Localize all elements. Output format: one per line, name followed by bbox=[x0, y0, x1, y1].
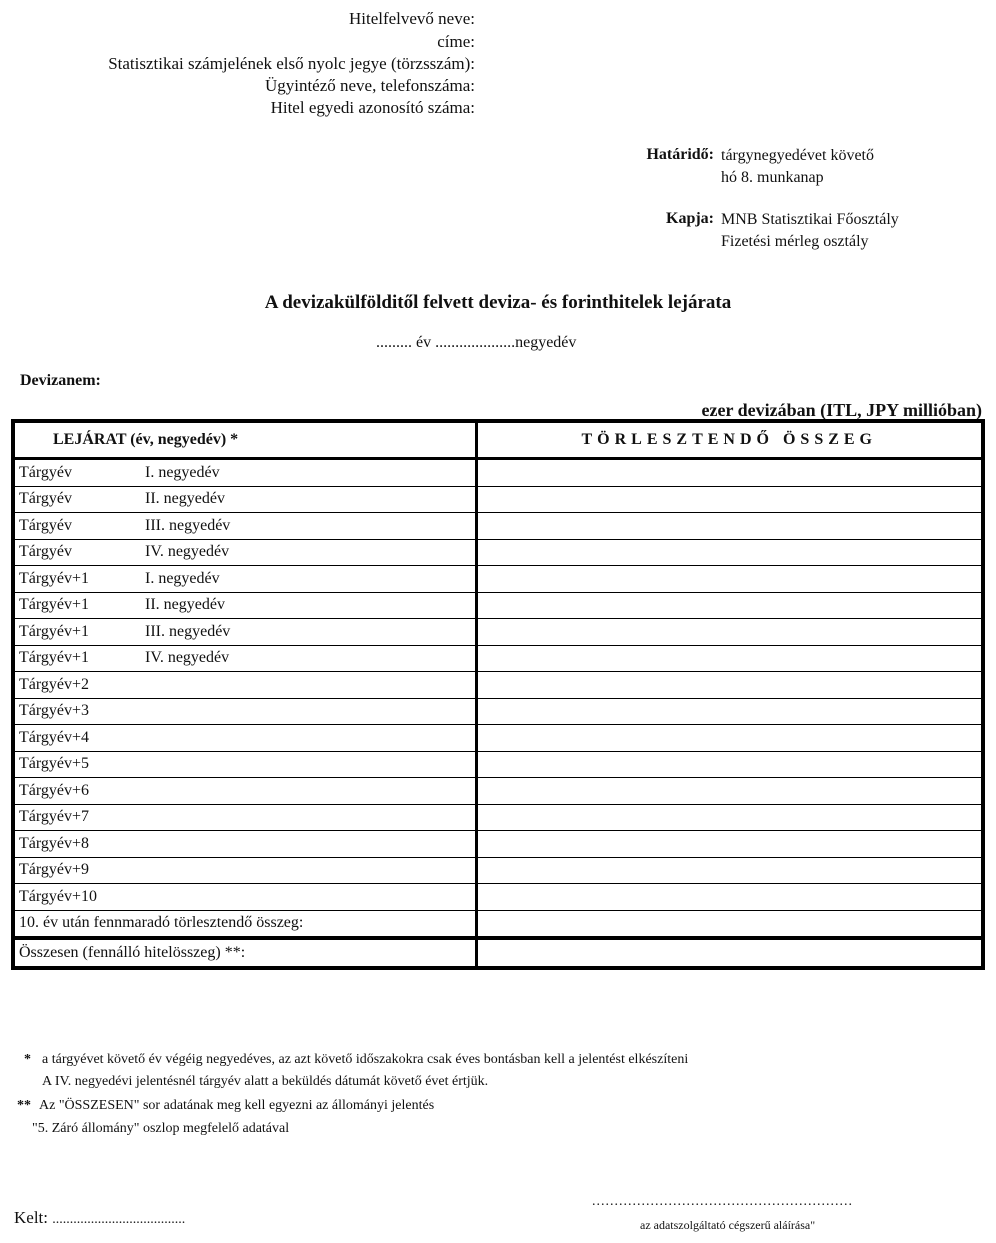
table-row bbox=[13, 751, 983, 778]
date-label: Kelt: bbox=[14, 1208, 48, 1227]
contact-person-label: Ügyintéző neve, telefonszáma: bbox=[264, 76, 475, 95]
table-row bbox=[13, 566, 983, 593]
maturity-table bbox=[11, 419, 985, 970]
amount-cell[interactable] bbox=[476, 645, 983, 672]
row-year: Tárgyév+4 bbox=[19, 728, 90, 746]
maturity-cell bbox=[13, 539, 476, 566]
amount-cell[interactable] bbox=[476, 592, 983, 619]
deadline-line-2: hó 8. munkanap bbox=[721, 169, 824, 186]
recipient-line-2: Fizetési mérleg osztály bbox=[721, 233, 869, 250]
amount-cell[interactable] bbox=[476, 698, 983, 725]
recipient-value bbox=[721, 209, 899, 253]
maturity-cell bbox=[13, 513, 476, 540]
amount-cell[interactable] bbox=[476, 884, 983, 911]
unit-label: ezer devizában (ITL, JPY millióban) bbox=[701, 400, 982, 420]
deadline-line-1: tárgynegyedévet követő bbox=[721, 147, 874, 164]
recipient-line-1: MNB Statisztikai Főosztály bbox=[721, 211, 899, 228]
footnote-1-line-2: A IV. negyedévi jelentésnél tárgyév alatt a beküldés dátumát követő évet értjük. bbox=[42, 1074, 489, 1089]
footnote-1-marker: * bbox=[24, 1052, 31, 1067]
row-quarter: I. negyedév bbox=[145, 569, 220, 587]
maturity-cell bbox=[13, 566, 476, 593]
maturity-cell bbox=[13, 672, 476, 699]
footnote-2 bbox=[17, 1098, 434, 1114]
row-quarter: IV. negyedév bbox=[145, 649, 230, 667]
after-10-years-amount[interactable] bbox=[476, 910, 983, 938]
recipient-label: Kapja: bbox=[666, 210, 714, 227]
row-year: Tárgyév+1 bbox=[19, 569, 90, 587]
amount-cell[interactable] bbox=[476, 539, 983, 566]
amount-cell[interactable] bbox=[476, 513, 983, 540]
row-year: Tárgyév+1 bbox=[19, 596, 90, 614]
table-row bbox=[13, 645, 983, 672]
date-dots: ...................................... bbox=[52, 1212, 186, 1227]
table-row bbox=[13, 619, 983, 646]
footnote-2-line-2: "5. Záró állomány" oszlop megfelelő adatával bbox=[32, 1121, 290, 1136]
table-row bbox=[13, 592, 983, 619]
table-row bbox=[13, 884, 983, 911]
maturity-cell bbox=[13, 645, 476, 672]
maturity-cell bbox=[13, 831, 476, 858]
table-row bbox=[13, 857, 983, 884]
amount-cell[interactable] bbox=[476, 857, 983, 884]
amount-cell[interactable] bbox=[476, 619, 983, 646]
row-year: Tárgyév+7 bbox=[19, 808, 90, 826]
row-year: Tárgyév bbox=[19, 516, 73, 534]
amount-cell[interactable] bbox=[476, 459, 983, 487]
maturity-cell bbox=[13, 619, 476, 646]
period-line[interactable]: ......... év ....................negyedév bbox=[376, 334, 577, 351]
amount-cell[interactable] bbox=[476, 804, 983, 831]
amount-cell[interactable] bbox=[476, 751, 983, 778]
maturity-cell bbox=[13, 459, 476, 487]
table-row bbox=[13, 539, 983, 566]
deadline-label: Határidő: bbox=[646, 146, 714, 163]
maturity-cell bbox=[13, 725, 476, 752]
document-title: A devizakülfölditől felvett deviza- és forinthitelek lejárata bbox=[264, 292, 732, 313]
amount-cell[interactable] bbox=[476, 486, 983, 513]
row-year: Tárgyév+1 bbox=[19, 649, 90, 667]
table-row bbox=[13, 672, 983, 699]
row-year: Tárgyév bbox=[19, 543, 73, 561]
row-quarter: II. negyedév bbox=[145, 490, 225, 508]
signature-label: az adatszolgáltató cégszerű aláírása" bbox=[640, 1218, 816, 1232]
stat-number-label: Statisztikai számjelének első nyolc jegye (törzsszám): bbox=[108, 54, 475, 73]
maturity-cell bbox=[13, 698, 476, 725]
maturity-cell bbox=[13, 778, 476, 805]
table-row bbox=[13, 513, 983, 540]
amount-cell[interactable] bbox=[476, 672, 983, 699]
row-quarter: I. negyedév bbox=[145, 463, 220, 481]
maturity-cell bbox=[13, 804, 476, 831]
row-quarter: IV. negyedév bbox=[145, 543, 230, 561]
footnote-1-line-1: a tárgyévet követő év végéig negyedéves, az azt követő időszakokra csak éves bontásban kell a jelentést elkészíteni bbox=[42, 1052, 689, 1067]
after-10-years-label: 10. év után fennmaradó törlesztendő összeg: bbox=[13, 910, 476, 938]
amount-cell[interactable] bbox=[476, 778, 983, 805]
row-year: Tárgyév+6 bbox=[19, 781, 90, 799]
signature-line[interactable]: .......................................................... bbox=[592, 1194, 853, 1209]
maturity-cell bbox=[13, 884, 476, 911]
row-year: Tárgyév bbox=[19, 463, 73, 481]
date-field[interactable] bbox=[14, 1208, 185, 1228]
table-row bbox=[13, 459, 983, 487]
maturity-cell bbox=[13, 592, 476, 619]
row-year: Tárgyév+9 bbox=[19, 861, 90, 879]
total-label: Összesen (fennálló hitelösszeg) **: bbox=[13, 938, 476, 968]
table-row bbox=[13, 698, 983, 725]
borrower-name-label: Hitelfelvevő neve: bbox=[348, 9, 475, 28]
table-row bbox=[13, 804, 983, 831]
row-quarter: III. negyedév bbox=[145, 622, 231, 640]
footnote-1 bbox=[24, 1052, 688, 1068]
row-year: Tárgyév+3 bbox=[19, 702, 90, 720]
maturity-cell bbox=[13, 857, 476, 884]
row-quarter: III. negyedév bbox=[145, 516, 231, 534]
row-year: Tárgyév+10 bbox=[19, 887, 98, 905]
table-row bbox=[13, 831, 983, 858]
loan-id-label: Hitel egyedi azonosító száma: bbox=[270, 98, 475, 117]
total-amount[interactable] bbox=[476, 938, 983, 968]
row-year: Tárgyév+5 bbox=[19, 755, 90, 773]
footnote-2-marker: ** bbox=[17, 1098, 31, 1113]
amount-column-header: TÖRLESZTENDŐ ÖSSZEG bbox=[476, 421, 983, 459]
amount-cell[interactable] bbox=[476, 566, 983, 593]
row-year: Tárgyév bbox=[19, 490, 73, 508]
footnote-2-line-1: Az "ÖSSZESEN" sor adatának meg kell egyezni az állományi jelentés bbox=[39, 1098, 435, 1113]
deadline-value bbox=[721, 145, 874, 189]
table-row bbox=[13, 725, 983, 752]
maturity-cell bbox=[13, 751, 476, 778]
row-year: Tárgyév+8 bbox=[19, 834, 90, 852]
table-row bbox=[13, 486, 983, 513]
table-row bbox=[13, 778, 983, 805]
borrower-address-label: címe: bbox=[437, 32, 475, 51]
amount-cell[interactable] bbox=[476, 725, 983, 752]
row-year: Tárgyév+1 bbox=[19, 622, 90, 640]
currency-label: Devizanem: bbox=[20, 372, 101, 389]
row-year: Tárgyév+2 bbox=[19, 675, 90, 693]
maturity-column-header: LEJÁRAT (év, negyedév) * bbox=[13, 421, 476, 459]
maturity-cell bbox=[13, 486, 476, 513]
row-quarter: II. negyedév bbox=[145, 596, 225, 614]
amount-cell[interactable] bbox=[476, 831, 983, 858]
